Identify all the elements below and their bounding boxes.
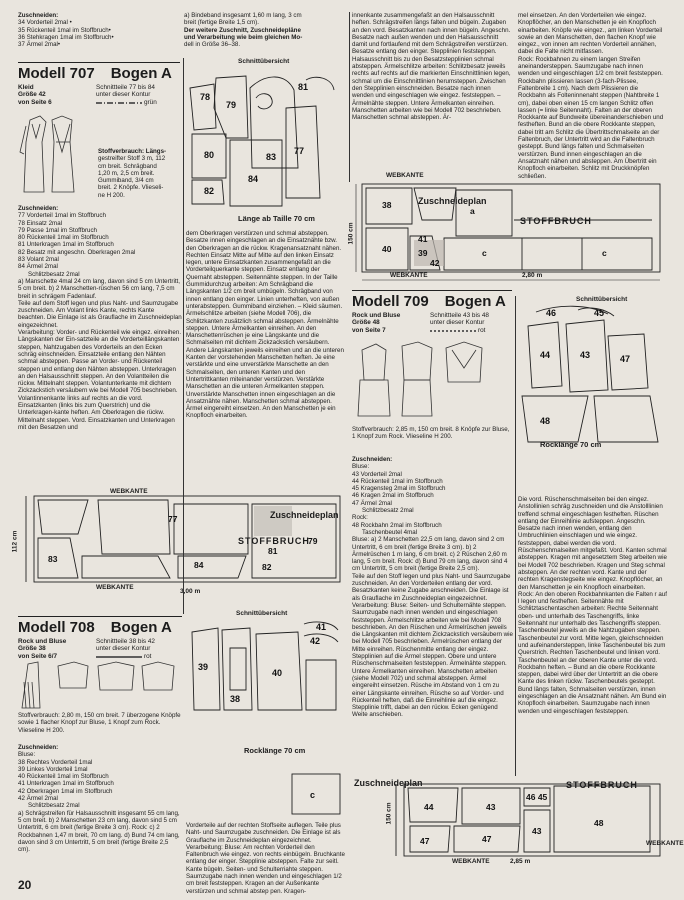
layout-height: 150 cm — [385, 802, 393, 825]
svg-text:48: 48 — [540, 416, 551, 426]
model-title: Modell 708 — [18, 619, 95, 636]
cutting-paragraph: a) Manschette 4mal 24 cm lang, davon sind 5 cm Untertritt, 5 cm breit. b) 2 Manschetten-rüschen 56 cm lang, 7,5 cm breit in schrägem Fadenlauf. — [18, 277, 180, 300]
svg-text:42: 42 — [310, 636, 321, 646]
model-707-middle-text — [186, 230, 346, 486]
svg-text:40: 40 — [272, 668, 283, 678]
stoff-line: 1,20 m, 2,5 cm breit. — [98, 169, 155, 177]
cutting-line: 83 Volant 2mal — [18, 256, 59, 264]
cutting-line: 77 Vorderteil 1mal im Stoffbruch — [18, 212, 106, 220]
layout-width: 2,85 m — [510, 858, 531, 865]
cutting-paragraph: Verarbeitung: Vorder- und Rückenteil wie eingez. einreihen. Längskanten der Ein-satzteile an die Vorderteillängskanten steppen, Nahtzugaben des Vorderteils an den Ecken schräg einschneiden. Einsatzteile entlang den Nähten schmal absteppen. Passe an Vorder- und Rückenteil steppen und entlang den Nähten absteppen. Unterkragen an den Halsausschnitt steppen. An den Volantteilen die rückw. Mittelnaht steppen. Volantunterkante mit dichtem Zickzackstich versäubern wie bei Modell 705 beschrieben. Volantinnenkante links auf rechts an die vord. Einsatzkanten (links bis zum Querstrich) und die Unterkragen-kante heften. Am Oberkragen die rückw. Mittelnaht steppen. Vord. Einsatzkanten und Unterkragen mit den Besatzen und — [18, 329, 182, 431]
process-paragraph: Verarbeitung: Bluse: Am rechten Vorderteil den Faltenbruch wie eingez. von rechts einbügeln. Bruchkante entlang der einger. Stepplinie absteppen. Falte zur seitl. Kante bügeln. Seiten- und Schulterriahte steppen. Saumzugabe nach innen wenden und eingeschlagen 1/2 cm breit feststeppen. Kragen an der Außenkante verstürzen und schmal abstep pen. Kragen- — [186, 843, 345, 895]
svg-text:40: 40 — [382, 244, 392, 254]
process-paragraph: mel einsetzen. An den Vorderteilen wie eingez. Knopflöcher, an den Manschetten je ein Knopfloch einarbeiten. Knöpfe wie eingez., am linken Vorderteil sowie an den Manschetten, den flachen Knopf wie eingez., von innen am rechten Vorderteil annähen, dabei die Falte nicht mitfassen. — [518, 12, 663, 56]
model-707-parts — [96, 84, 182, 106]
stoff-line: breit. 2 Knöpfe. Vlieseli- — [98, 184, 164, 192]
cutting-paragraph: Teile auf den Stoff legen und plus Naht- und Saumzugabe zuschneiden. An den Vorderteilen entlang der vord. Besatzkanten keine Zugabe anschneiden. Die Einlage ist als Grauflache im Zuschneideplan eingezeichnet. — [352, 572, 511, 602]
drawing-caption: Schnittübersicht — [236, 610, 288, 617]
svg-text:46 45: 46 45 — [526, 792, 548, 802]
model-title: Modell 707 — [18, 65, 95, 82]
model-708-meta — [18, 638, 90, 660]
cutting-line: 48 Rockbahn 2mal im Stoffbruch — [352, 521, 442, 529]
bogen-label: Bogen A — [110, 619, 172, 636]
garment-type: Rock und Bluse — [18, 638, 67, 645]
layout-width: 3,00 m — [180, 588, 201, 595]
stoff-line: cm breit. Schrägband — [98, 162, 157, 170]
cutting-line: 80 Rückenteil 1mal im Stoffbruch — [18, 234, 109, 242]
layout-stoffbruch: STOFFBRUCH — [238, 536, 310, 546]
cutting-paragraph: Bluse: a) 2 Manschetten 22,5 cm lang, davon sind 2 cm Untertritt, 6 cm breit (fertige Breite 3 cm). b) 2 Ärmelrüschen 1 m lang, 6 cm breit. c) 2 Rüschen 2,60 m lang, 5 cm breit. Rock: d) Bund 79 cm lang, davon sind 4 cm Untertritt, 5 cm breit (fertige Breite 2,5 cm). — [352, 536, 508, 573]
layout-height: 112 cm — [11, 530, 19, 553]
garment-type: Kleid — [18, 84, 34, 91]
drawing-caption: Schnittübersicht — [576, 296, 628, 303]
svg-text:79: 79 — [308, 536, 318, 546]
bogen-label: Bogen A — [110, 65, 172, 82]
layout-webkante-bottom: WEBKANTE — [390, 272, 428, 279]
text-line: breit (fertige Breite 1,5 cm). — [184, 19, 259, 27]
stoff-line: Gummiband, 3/4 cm — [98, 177, 154, 185]
cutting-line: 37 Ärmel 2mal• — [18, 41, 61, 49]
layout-label: Zuschneideplan — [354, 778, 423, 788]
svg-text:c: c — [602, 248, 607, 258]
cutting-paragraph: Verarbeitung: Bluse: Seiten- und Schulternähte steppen. Saumzugabe nach innen wenden und eingeschlagen feststeppen. Ärmelschlitze arbeiten wie bei Modell 708 beschrieben. An den Rüschen und Ärmelrüschen jeweils die Längskanten mit dichtem Zickzackstich versäubern wie bei Modell 705 beschrieben. Ärmelrüschen entlang der Mitte einreihen. Rüschenmitte entlang der eingez. Stepplinien auf die Ärmel steppen. Obere und untere Rüschenschmalseiten feststeppen. Ärmelnähte steppen. Untere Ärmelkanten einreihen. Manschetten arbeiten (siehe Modell 702) und schmal absteppen. Ärmel eingereiht einsetzen. Rüsche im Abstand von 1 cm zu einer Längskante einreihen. Rüsche so auf Vorder- und Rückenteil heften, daß die Einreihlinie auf die eingez. Stepplinie trifft, dabei an den rückw. Ecken genügend Weite anschieben. — [352, 601, 513, 719]
model-709-cutting-layout — [390, 782, 666, 864]
column-divider — [183, 58, 184, 614]
cutting-heading: Zuschneiden: — [18, 744, 59, 751]
contour-color: rot — [144, 652, 152, 660]
layout-width: 2,80 m — [522, 272, 543, 279]
cutting-line: 39 Linkes Vorderteil 1mal — [18, 765, 88, 773]
svg-text:47: 47 — [420, 836, 430, 846]
model-708-header — [18, 616, 182, 636]
model-title: Modell 709 — [352, 293, 429, 310]
svg-text:47: 47 — [620, 354, 631, 364]
contour-label: unter dieser Kontur — [96, 645, 151, 653]
cutting-heading: Zuschneiden: — [18, 12, 59, 19]
blouse-pleated-skirt-sketch-image — [18, 662, 182, 710]
cutting-line: 47 Ärmel 2mal — [352, 499, 392, 507]
garment-size: Größe 48 — [352, 319, 380, 327]
layout-stoffbruch: STOFFBRUCH — [566, 780, 638, 790]
svg-text:c: c — [482, 248, 487, 258]
svg-text:45: 45 — [594, 308, 605, 318]
stoff-line: Stoffverbrauch: Längs- — [98, 148, 167, 155]
cutting-line: 79 Passe 1mal im Stoffbruch — [18, 226, 97, 234]
cutting-line: 78 Einsatz 2mal — [18, 219, 63, 227]
column-3-top-text — [352, 12, 512, 188]
contour-label: unter dieser Kontur — [430, 319, 485, 327]
cutting-line: Bluse: — [352, 463, 370, 471]
svg-text:41: 41 — [316, 622, 327, 632]
svg-text:43: 43 — [486, 802, 496, 812]
layout-webkante-top: WEBKANTE — [110, 488, 148, 495]
model-707-pattern-drawing — [186, 68, 342, 218]
svg-text:43: 43 — [532, 826, 542, 836]
top-middle-text — [184, 12, 344, 54]
svg-text:43: 43 — [580, 350, 591, 360]
cutting-line: 41 Unterkragen 1mal im Stoffbruch — [18, 780, 114, 788]
stoff-text: Stoffverbrauch: 2,80 m, 150 cm breit. 7 überzogene Knöpfe sowie 1 flacher Knopf zur Bluse, 1 Knopf zum Rock. Vlieseline H 200. — [18, 712, 181, 734]
stoff-line: gestreifter Stoff 3 m, 112 — [98, 155, 166, 163]
svg-text:41: 41 — [418, 234, 428, 244]
svg-text:82: 82 — [204, 186, 215, 196]
model-708-cutting — [18, 744, 182, 864]
cutting-line: 42 Oberkragen 1mal im Stoffbruch — [18, 787, 113, 795]
layout-webkante-top: WEBKANTE — [386, 172, 424, 179]
svg-text:83: 83 — [266, 152, 277, 162]
model-709-parts — [430, 312, 516, 334]
svg-text:44: 44 — [540, 350, 551, 360]
contour-color: grün — [144, 98, 157, 106]
process-paragraph: dem Oberkragen verstürzen und schmal absteppen. Besatze innen eingeschlagen an die Einsatznähte bzw. den Oberkragen an die rückw. Kragenansatznaht nähen. Rechten Einsatz Mitte auf Mitte auf den linken Einsatz legen, untere Einsatzkanten zusammengefaßt an die Vorderteilquerkante steppen. Einsatz entlang der Quernaht absteppen. Seitennähte steppen. In der Taille Gummidurchzug arbeiten: Am Schrägband die Längskanten 1/2 cm breit umbügeln. Schrägband von innen entlang den einger. Linien unterheften, von außen unterabsteppen. Gummiband einziehen. – Kleid säumen. Ärmelschlitze arbeiten (siehe Modell 706), die Schlitzkanten zusätzlich schmal absteppen. Ärmelnähte steppen. Untere Ärmelkanten einreihen. An den Manschettenrüschen je eine Längskante und die Schmalseiten mit dichtem Zickzackstich versäubern. Andere Längskanten jeweils einreihen und an die unteren Kanten der vorstehenden Manschetten heften. Je eine verstärkte und eine unverstärkte Manschette an den Schmalseiten, den unteren Kanten und den Untertrittkanten miteinander verstürzen. Verstärkte Manschetten an die unteren Ärmelkanten steppen. Unverstärkte Manschetten innen eingeschlagen an die Ansatznähte nähen. Manschetten schmal absteppen. Ärmel eingereiht einsetzen. An den Manschetten je ein Knopfloch einarbeiten. — [186, 230, 344, 420]
length-caption: Rocklänge 70 cm — [244, 746, 306, 755]
svg-text:46: 46 — [546, 308, 557, 318]
model-708-stoff — [18, 712, 182, 746]
top-cutting-list — [18, 12, 178, 54]
garment-size: Größe 42 — [18, 91, 46, 99]
model-708-parts — [96, 638, 184, 660]
process-paragraph: Vorderteile auf der rechten Stoffseite auflegen. Teile plus Naht- und Saumzugabe zuschneiden. Die Einlage ist als Grauflache im Zuschneideplan eingezeichnet. — [186, 822, 341, 844]
source-page: von Seite 6 — [18, 98, 52, 106]
model-709-meta — [352, 312, 424, 334]
cutting-paragraph: Teile auf dem Stoff legen und plus Naht- und Saumzugabe zuschneiden. Am Volant links Kante, rechts Kante beachten. Die Einlage ist als Grauflache im Zuschneideplan eingezeichnet. — [18, 299, 182, 329]
cutting-line: 35 Rückenteil 1mal im Stoffbruch• — [18, 26, 111, 34]
layout-webkante-bottom: WEBKANTE — [96, 584, 134, 591]
cutting-line: 43 Vorderteil 2mal — [352, 470, 402, 478]
svg-text:77: 77 — [294, 146, 305, 156]
contour-line-icon — [430, 328, 476, 334]
cutting-line: 34 Vorderteil 2mal • — [18, 19, 72, 27]
cutting-line: 45 Kragensteg 2mal im Stoffbruch — [352, 485, 446, 493]
length-caption: Rocklänge 70 cm — [540, 440, 602, 449]
cutting-line: Rock: — [352, 514, 368, 522]
cutting-heading: Zuschneiden: — [352, 456, 393, 463]
skirt-panel-drawing — [290, 772, 344, 816]
cutting-heading: Zuschneiden: — [18, 205, 59, 212]
stoff-line: ne H 200. — [98, 191, 125, 199]
svg-text:38: 38 — [230, 694, 241, 704]
svg-text:82: 82 — [262, 562, 272, 572]
model-708-middle-text — [186, 822, 348, 896]
svg-text:38: 38 — [382, 200, 392, 210]
model-709-pattern-drawing — [518, 306, 668, 446]
cutting-paragraph: a) Schrägstreifen für Halsausschnitt insgesamt 55 cm lang, 5 cm breit. b) 2 Manschetten 23 cm lang, davon sind 5 cm Untertritt, 6 cm breit (fertige Breite 3 cm). Rock: c) 2 Rockbahnen 1,47 m breit, 70 cm lang. d) Bund 74 cm lang, davon sind 3 cm Untertritt, 5 cm breit (fertige Breite 2,5 cm). — [18, 809, 180, 854]
contour-label: unter dieser Kontur — [96, 91, 151, 99]
text-line: Der weitere Zuschnitt, Zuschneidepläne — [184, 26, 301, 34]
layout-webkante: WEBKANTE — [452, 858, 490, 865]
process-paragraph: Rock: Rockbahnen zu einem langen Streifen aneinandersteppen. Saumzugabe nach innen wenden und eingeschlagen 1/2 cm breit feststeppen. Rockbahn plissieren lassen (3-fach-Plissee, Faltenbreite 1 cm). Nach dem Plissieren die Rockbahn als Folteninnenaht steppen (Nahtbreite 1 cm), dabei oben einen 15 cm langen Schlitz offen lassen (= linke Seitennaht). Falten an der oberen Rockkante auf Bundweite übereinanderschieben und festheften. Bund an die obere Rockkante steppen, dabei tritt am Schlitz die Übertrittschmalseite an der Faltenbruch, der Untertritt wird an die Faltenbruch gesteppt. Bund längs falten und Schmalseiten verstürzen. Bund innen eingeschlagen an die Ansatznaht nähen und absteppen. Am Übertritt ein Knopfloch einarbeiten. Schlitz mit Druckknöpfen schließen. — [518, 55, 664, 180]
length-caption: Länge ab Taille 70 cm — [238, 214, 315, 223]
contour-line-icon — [96, 100, 142, 106]
svg-text:39: 39 — [198, 662, 209, 672]
cutting-line: Schlitzbesatz 2mal — [362, 507, 414, 515]
parts-range: Schnittteile 43 bis 48 — [430, 312, 489, 319]
cutting-line: 82 Besatz mit angeschn. Oberkragen 2mal — [18, 248, 136, 256]
column-divider — [515, 296, 516, 776]
page-number: 20 — [18, 878, 32, 892]
svg-text:39: 39 — [418, 248, 428, 258]
svg-text:48: 48 — [594, 818, 604, 828]
svg-text:c: c — [310, 790, 316, 800]
contour-color: rot — [478, 326, 486, 334]
process-paragraph: Die vord. Rüschenschmalseiten bei den eingez. Anstollinien schräg zuschneiden und die Anstolllinien treffend schmal eingeschlagen festheften. Rüschen entlang der Einreihlinie aufsteppen. Angeschn. Besatze nach innen wenden, entlang den Umbruchlinien einschlagen und wie eingez. feststeppen, dabei werden die vord. Rüschenschmalseiten mitgefaßt. Vord. Kanten schmal absteppen. Kragen mit angesetztem Steg arbeiten wie bei Modell 702 beschrieben. Kragen und Steg schmal absteppen. An der rechten vord. Kante und der rechten Kragenstegseite wie eingez. Knopflöcher, an den Manschetten je ein Knopfloch einarbeiten. — [518, 496, 667, 591]
garment-size: Größe 38 — [18, 645, 46, 653]
cutting-line: Schlitzbesatz 2mal — [28, 270, 80, 278]
model-707-meta — [18, 84, 88, 106]
model-709-header — [352, 290, 512, 310]
text-line: dell in Größe 36–38. — [184, 41, 241, 49]
drawing-caption: Schnittübersicht — [238, 58, 290, 65]
svg-text:47: 47 — [482, 834, 492, 844]
parts-range: Schnittteile 77 bis 84 — [96, 84, 155, 91]
garment-type: Rock und Bluse — [352, 312, 401, 319]
parts-range: Schnittteile 38 bis 42 — [96, 638, 155, 645]
cutting-line: 40 Rückenteil 1mal im Stoffbruch — [18, 773, 109, 781]
svg-text:80: 80 — [204, 150, 215, 160]
blouse-skirt-sketch-image — [352, 340, 512, 420]
model-708-pattern-drawing — [186, 620, 346, 758]
svg-text:81: 81 — [268, 546, 278, 556]
svg-text:84: 84 — [248, 174, 259, 184]
process-paragraph: Rock: An den oberen Rockbahnkanten die Falten r auf l legen und festheften. Seitennähte mit Schlitztaschentaschen arbeiten: Rechte Seitennaht oben- und unterhalb des Taschengriffs, linke Seitennaht nur unterhalb des Taschengriffs steppen. Taschenbeutel jeweils an die Nahtzugaben steppen. Taschenbeutel zur vord. Mitte legen, gleichschneiden und aufeinandersteppen, linke Taschenbeutel bis zum Querstrich. Rechten Taschenbeutel und linken vord. Taschenbeutel an der oberen Kante unter die vord. Rockbahn heften. – Bund an die obere Rockkante steppen, dabei wird über der Untertritt an die obere Kante des linken rückw. Taschenbeutels gesteppt. Bund längs falten, Schmalseiten verstürzen, innen eingeschlagen an die Ansatznaht nähen. Am Bund ein Knopfloch einarbeiten. Saumzugabe nach innen wenden und eingeschlagen feststeppen. — [518, 590, 667, 715]
source-page: von Seite 6/7 — [18, 652, 58, 660]
svg-text:83: 83 — [48, 554, 58, 564]
contour-line-icon — [96, 654, 142, 660]
model-708-cutting-layout — [352, 180, 664, 286]
bogen-label: Bogen A — [444, 293, 506, 310]
cutting-line: 44 Rückenteil 1mal im Stoffbruch — [352, 477, 443, 485]
cutting-line: 81 Unterkragen 1mal im Stoffbruch — [18, 241, 114, 249]
svg-text:81: 81 — [298, 82, 309, 92]
svg-text:a: a — [470, 206, 475, 216]
layout-label: Zuschneideplan — [418, 196, 487, 206]
cutting-line: Taschenbeutel 4mal — [362, 528, 418, 536]
cutting-line: 38 Rechtes Vorderteil 1mal — [18, 758, 93, 766]
layout-stoffbruch: STOFFBRUCH — [520, 216, 592, 226]
dress-sketch-image — [18, 112, 80, 198]
column-divider — [349, 12, 350, 182]
svg-text:44: 44 — [424, 802, 434, 812]
cutting-line: 42 Ärmel 2mal — [18, 795, 58, 803]
stoff-text: Stoffverbrauch: 2,85 m, 150 cm breit. 8 Knöpfe zur Bluse, 1 Knopf zum Rock. Vlieseline H 200. — [352, 426, 510, 441]
cutting-line: Schlitzbesatz 2mal — [28, 802, 80, 810]
model-707-stoff — [98, 148, 182, 208]
svg-text:78: 78 — [200, 92, 211, 102]
layout-webkante-side: WEBKANTE — [646, 840, 684, 847]
layout-label: Zuschneideplan — [270, 510, 339, 520]
model-709-stoff — [352, 426, 514, 458]
layout-height: 150 cm — [347, 222, 355, 245]
svg-text:77: 77 — [168, 514, 178, 524]
cutting-line: 46 Kragen 2mal im Stoffbruch — [352, 492, 434, 500]
svg-text:84: 84 — [194, 560, 204, 570]
source-page: von Seite 7 — [352, 326, 386, 334]
model-707-header — [18, 62, 180, 82]
cutting-line: Bluse: — [18, 751, 36, 759]
svg-text:79: 79 — [226, 100, 237, 110]
process-paragraph: innenkante zusammengefaßt an den Halsausschnitt heften. Schrägstreifen längs falten und bügeln. Zugaben an den vord. Besatzkanten nach innen bügeln. Angeschn. Besatze nach außen wenden und den Halsausschnitt damit und fortlaufend mit dem Schrägstreifen verstürzen. Besatze entlang den einger. Stepplinien feststeppen. Halsausschnitt bis zu den Besatzstepplinien schmal absteppen. Ärmelschlitze arbeiten: Schlitzbesatz jeweils rechts auf rechts auf die markierten Einschnittlinien legen, schmal um die Einschnittlinien herumsteppen. Zwischen den Stepplinien einschneiden. Besatze nach innen wenden und eingeschlagen wie eingez. feststeppen. – Ärmelnähte steppen. Untere Ärmelkanten einreihen. Manschetten arbeiten wie bei Modell 702 beschrieben. Manschetten schmal absteppen. Är- — [352, 12, 511, 122]
model-707-cutting — [18, 205, 182, 487]
cutting-line: 36 Stehkragen 1mal im Stoffbruch• — [18, 33, 114, 41]
cutting-line: 84 Ärmel 2mal — [18, 263, 58, 271]
text-line: und Verarbeitung wie beim gleichen Mo- — [184, 33, 303, 41]
svg-text:42: 42 — [430, 258, 440, 268]
text-line: a) Bindeband insgesamt 1,60 m lang, 3 cm — [184, 12, 302, 19]
